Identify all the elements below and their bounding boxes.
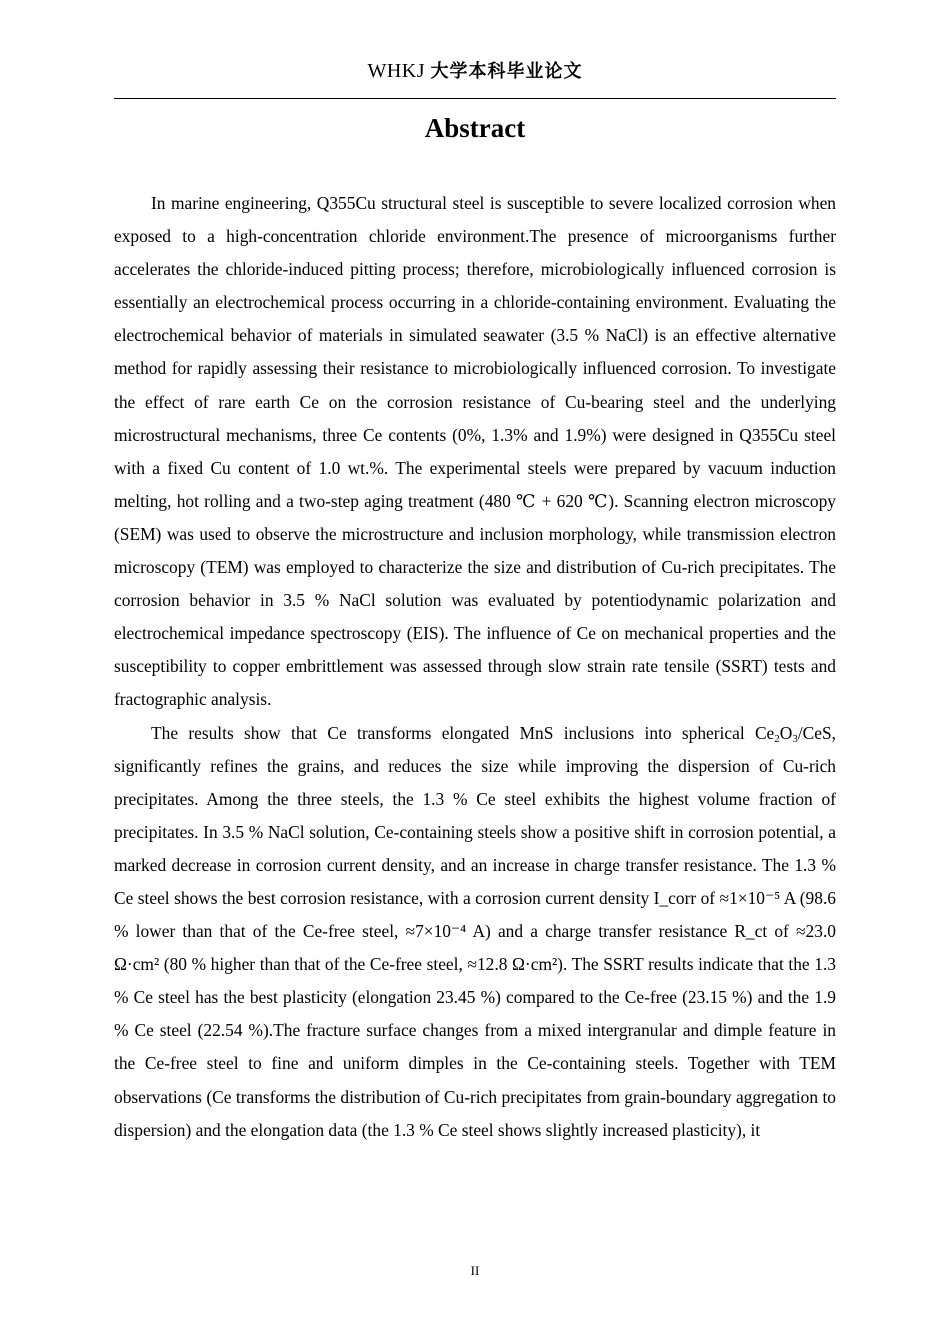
oxygen-symbol: O <box>779 722 793 743</box>
abstract-paragraph-2 <box>114 717 836 1147</box>
abstract-paragraph-1: In marine engineering, Q355Cu structural steel is susceptible to severe localized corrosion when exposed to a high-concentration chloride environment.The presence of microorganisms further accelerates the chloride-induced pitting process; therefore, microbiologically influenced corrosion is essentially an electrochemical process occurring in a chloride-containing environment. Evaluating the electrochemical behavior of materials in simulated seawater (3.5 % NaCl) is an effective alternative method for rapidly assessing their resistance to microbiologically influenced corrosion. To investigate the effect of rare earth Ce on the corrosion resistance of Cu-bearing steel and the underlying microstructural mechanisms, three Ce contents (0%, 1.3% and 1.9%) were designed in Q355Cu steel with a fixed Cu content of 1.0 wt.%. The experimental steels were prepared by vacuum induction melting, hot rolling and a two-step aging treatment (480 ℃ + 620 ℃). Scanning electron microscopy (SEM) was used to observe the microstructure and inclusion morphology, while transmission electron microscopy (TEM) was employed to characterize the size and distribution of Cu-rich precipitates. The corrosion behavior in 3.5 % NaCl solution was evaluated by potentiodynamic polarization and electrochemical impedance spectroscopy (EIS). The influence of Ce on mechanical properties and the susceptibility to copper embrittlement was assessed through slow strain rate tensile (SSRT) tests and fractographic analysis. <box>114 193 836 710</box>
header-divider <box>114 98 836 99</box>
paragraph-2-text-rest: /CeS, significantly refines the grains, and reduces the size while improving the dispersion of Cu-rich precipitates. Among the three steels, the 1.3 % Ce steel exhibits the highest volume fraction of precipitates. In 3.5 % NaCl solution, Ce-containing steels show a positive shift in corrosion potential, a marked decrease in corrosion current density, and an increase in charge transfer resistance. The 1.3 % Ce steel shows the best corrosion resistance, with a corrosion current density I_corr of ≈1×10⁻⁵ A (98.6 % lower than that of the Ce-free steel, ≈7×10⁻⁴ A) and a charge transfer resistance R_ct of ≈23.0 Ω·cm² (80 % higher than that of the Ce-free steel, ≈12.8 Ω·cm²). The SSRT results indicate that the 1.3 % Ce steel has the best plasticity (elongation 23.45 %) compared to the Ce-free (23.15 %) and the 1.9 % Ce steel (22.54 %).The fracture surface changes from a mixed intergranular and dimple feature in the Ce-free steel to fine and uniform dimples in the Ce-containing steels. Together with TEM observations (Ce transforms the distribution of Cu-rich precipitates from grain-boundary aggregation to dispersion) and the elongation data (the 1.3 % Ce steel shows slightly increased plasticity), it <box>114 722 836 1140</box>
page-title: Abstract <box>424 113 526 143</box>
header-thesis-label: 大学本科毕业论文 <box>430 61 583 82</box>
header-abbrev: WHKJ <box>367 60 426 82</box>
running-header <box>114 54 836 88</box>
abstract-body <box>114 187 836 1147</box>
paragraph-2-text-start: The results show that Ce transforms elongated MnS inclusions into spherical Ce <box>151 722 775 743</box>
page-number: II <box>470 1263 480 1278</box>
subscript-2: 2 <box>774 732 780 745</box>
subscript-3: 3 <box>792 732 798 745</box>
